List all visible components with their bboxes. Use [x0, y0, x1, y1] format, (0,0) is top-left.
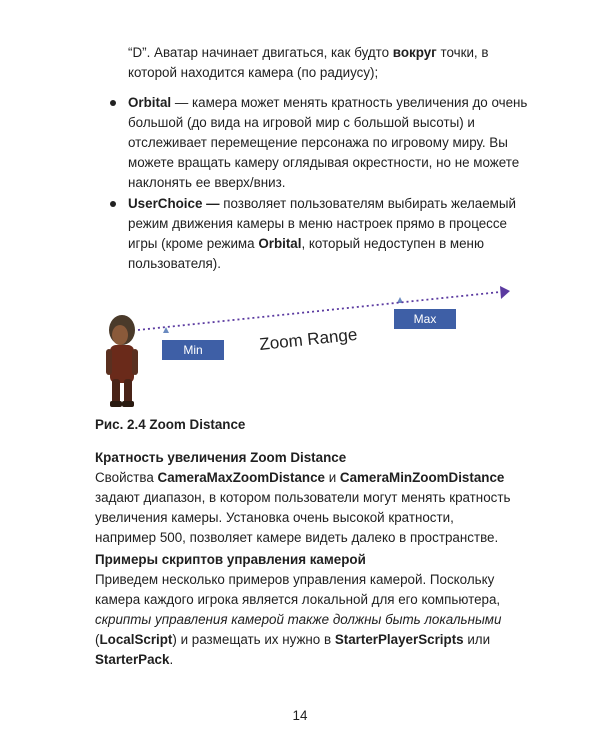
bullet-dot-icon — [110, 201, 116, 207]
section-paragraph — [95, 570, 515, 670]
arrow-head-icon — [500, 286, 510, 299]
intro-text-end: точки, в — [436, 45, 489, 60]
avatar-icon — [106, 315, 138, 407]
section-paragraph — [95, 468, 515, 548]
property-name: CameraMaxZoomDistance — [157, 470, 325, 485]
bullet-text-end: , который недоступен в меню пользователя). — [128, 236, 484, 271]
section-title: Кратность увеличения Zoom Distance — [95, 450, 347, 465]
figure-caption: Рис. 2.4 Zoom Distance — [95, 417, 246, 432]
bullet-term-2: Orbital — [258, 236, 302, 251]
bullet-term: UserChoice — — [128, 196, 220, 211]
property-name: CameraMinZoomDistance — [339, 470, 505, 485]
term: StarterPack — [95, 652, 170, 667]
text: или — [463, 632, 491, 647]
text: ( — [95, 632, 100, 647]
text: Свойства — [95, 470, 158, 485]
text: задают диапазон, в котором пользователи могут менять кратность увеличения камеры. Установка очень высокой кратности, например 500, позволяет камере видеть далеко в пространстве. — [95, 490, 511, 545]
zoom-distance-figure — [0, 275, 600, 415]
intro-bold: вокруг — [392, 45, 437, 60]
min-label: Min — [183, 343, 203, 357]
text: . — [169, 652, 174, 667]
text: и — [324, 470, 340, 485]
bullet-userchoice — [128, 194, 528, 274]
text: Приведем несколько примеров управления камерой. Поскольку камера каждого игрока является локальной для его компьютера, — [95, 572, 501, 607]
intro-paragraph — [128, 43, 528, 83]
bullet-text: — камера может менять кратность увеличения до очень большой (до вида на игровой мир с большой высоты) и отслеживает перемещение персонажа по игровому миру. Вы можете вращать камеру оглядывая окрестности, но не можете наклонять ее вверх/вниз. — [128, 95, 528, 190]
term: LocalScript — [99, 632, 173, 647]
bullet-term: Orbital — [128, 95, 172, 110]
intro-text: “D”. Аватар начинает двигаться, как будто — [128, 45, 393, 60]
max-label: Max — [413, 312, 437, 326]
italic-text: скрипты управления камерой также должны быть локальными — [95, 612, 502, 627]
term: StarterPlayerScripts — [334, 632, 464, 647]
page-number: 14 — [292, 708, 308, 723]
text: ) и размещать их нужно в — [172, 632, 335, 647]
section-title: Примеры скриптов управления камерой — [95, 552, 366, 567]
intro-line2: которой находится камера (по радиусу); — [128, 65, 379, 80]
bullet-orbital — [128, 93, 528, 193]
bullet-dot-icon — [110, 100, 116, 106]
bullet-text: позволяет пользователям выбирать желаемый режим движения камеры в меню настроек прямо в процессе игры (кроме режима — [128, 196, 516, 251]
zoom-range-label: Zoom Range — [258, 324, 359, 354]
